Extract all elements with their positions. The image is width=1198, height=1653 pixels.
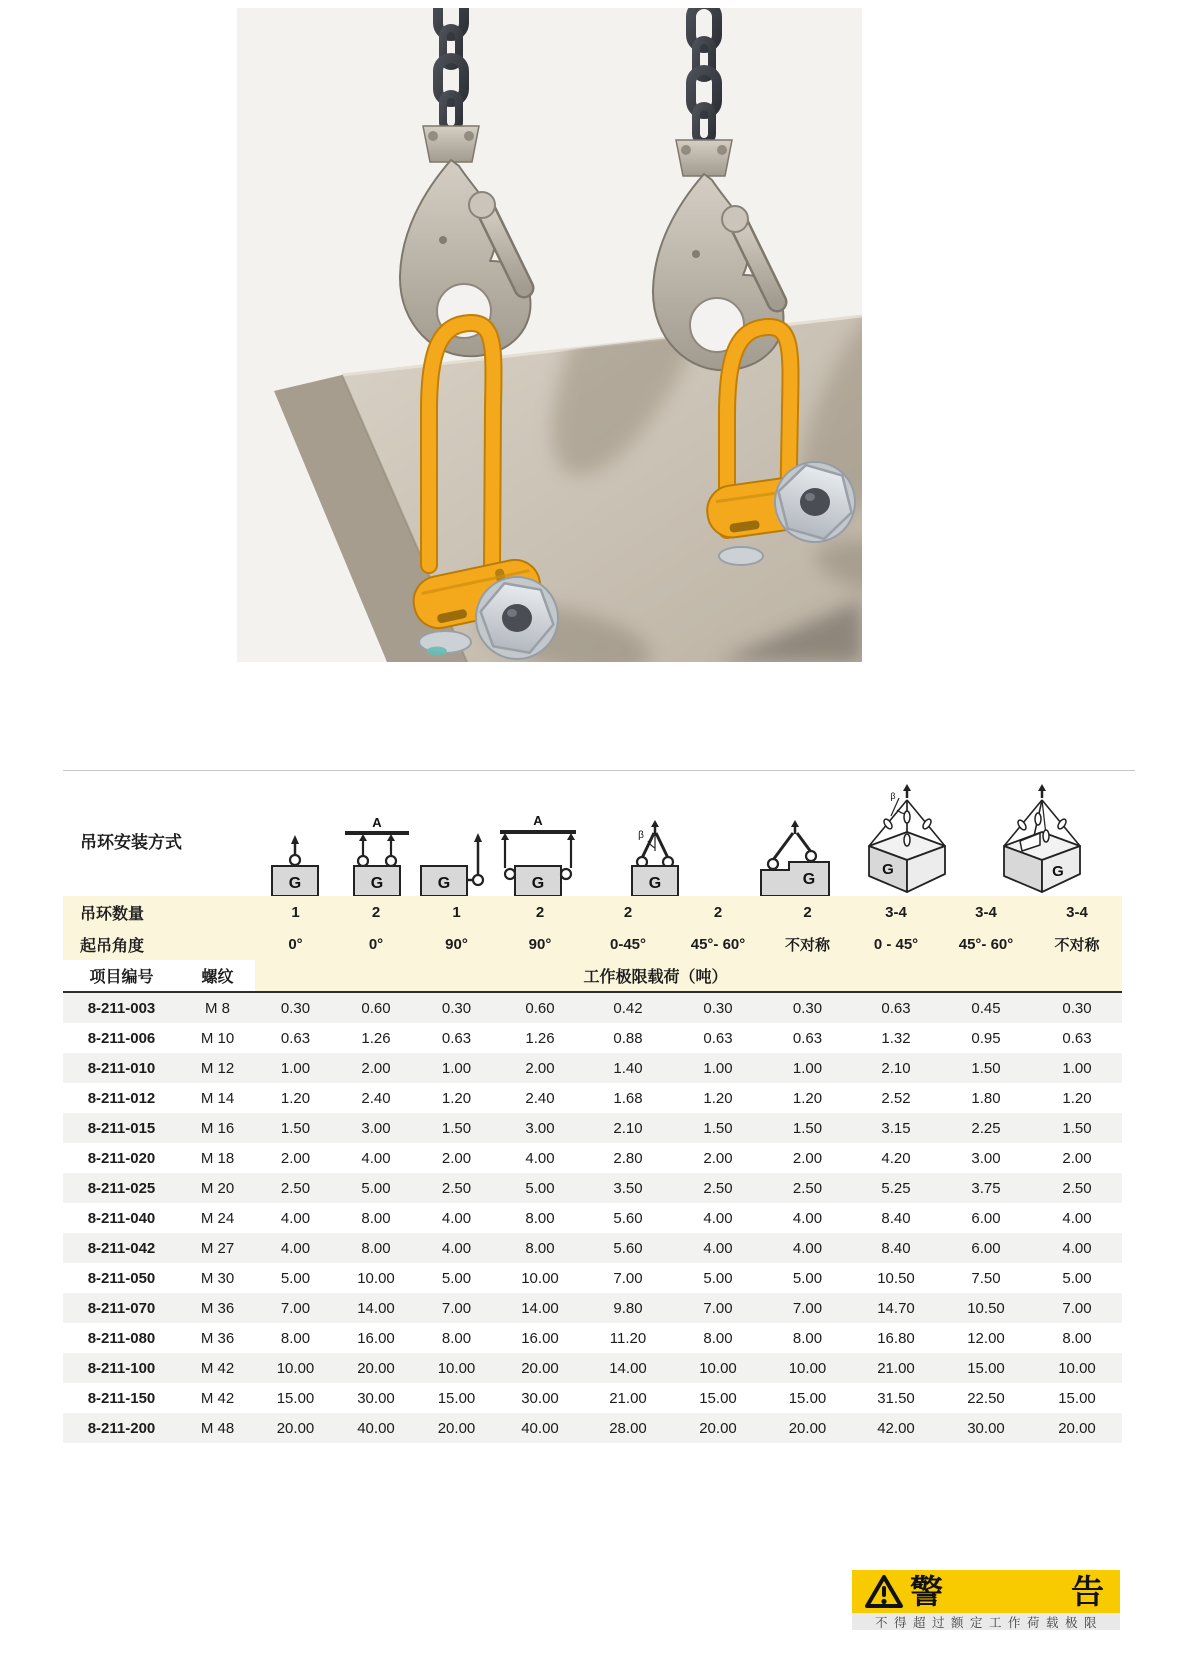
table-row	[63, 1143, 1122, 1173]
wll-value: 0.30	[703, 999, 733, 1017]
warning-subtitle: 不得超过额定工作荷载极限	[852, 1613, 1120, 1630]
wll-value: 2.00	[280, 1149, 311, 1167]
wll-value: 4.00	[1062, 1209, 1092, 1227]
install-method-label: 吊环安装方式	[80, 833, 182, 852]
wll-value: 12.00	[967, 1329, 1005, 1347]
item-number: 8-211-150	[87, 1389, 156, 1407]
wll-value: 8.00	[1062, 1329, 1092, 1347]
wll-value: 8.00	[525, 1239, 555, 1257]
wll-value: 20.00	[699, 1419, 737, 1437]
wll-value: 0.42	[613, 999, 643, 1017]
wll-value: 0.88	[613, 1029, 643, 1047]
qty-value: 2	[623, 903, 633, 921]
angle-row	[63, 928, 1122, 960]
wll-value: 4.00	[703, 1239, 733, 1257]
wll-value: 1.80	[971, 1089, 1001, 1107]
wll-value: 16.00	[521, 1329, 559, 1347]
wll-value: 2.10	[881, 1059, 911, 1077]
thread-size: M 12	[200, 1059, 235, 1077]
product-photo-illustration	[237, 8, 862, 662]
wll-value: 4.00	[525, 1149, 555, 1167]
wll-value: 2.00	[441, 1149, 472, 1167]
wll-value: 5.00	[792, 1269, 823, 1287]
wll-value: 20.00	[521, 1359, 559, 1377]
qty-row	[63, 896, 1122, 928]
wll-value: 11.20	[609, 1329, 647, 1347]
wll-value: 14.00	[609, 1359, 647, 1377]
wll-value: 7.00	[703, 1299, 733, 1317]
wll-value: 0.95	[971, 1029, 1001, 1047]
wll-value: 4.00	[792, 1239, 823, 1257]
wll-value: 6.00	[971, 1209, 1001, 1227]
wll-value: 30.00	[967, 1419, 1005, 1437]
wll-value: 1.50	[441, 1119, 472, 1137]
table-row	[63, 1323, 1122, 1353]
wll-value: 1.00	[703, 1059, 733, 1077]
wll-value: 1.00	[792, 1059, 823, 1077]
wll-value: 10.00	[276, 1359, 315, 1377]
angle-value: 45°- 60°	[958, 935, 1014, 953]
thread-size: M 16	[200, 1119, 235, 1137]
svg-text:G: G	[370, 875, 384, 892]
wll-value: 14.00	[357, 1299, 395, 1317]
wll-value: 15.00	[276, 1389, 315, 1407]
wll-value: 0.30	[1062, 999, 1092, 1017]
wll-value: 10.00	[788, 1359, 827, 1377]
item-number: 8-211-010	[87, 1059, 156, 1077]
wll-value: 2.52	[881, 1089, 911, 1107]
warning-title-left: 警	[910, 1573, 943, 1610]
wll-value: 20.00	[276, 1419, 315, 1437]
item-number: 8-211-200	[87, 1419, 156, 1437]
wll-value: 7.00	[613, 1269, 643, 1287]
wll-value: 0.30	[280, 999, 311, 1017]
item-number: 8-211-003	[87, 999, 156, 1017]
svg-text:G: G	[531, 875, 545, 892]
wll-value: 1.00	[1062, 1059, 1092, 1077]
wll-value: 15.00	[967, 1359, 1005, 1377]
angle-value: 0°	[368, 935, 384, 953]
wll-value: 2.00	[525, 1059, 555, 1077]
item-number: 8-211-070	[87, 1299, 156, 1317]
wll-value: 3.75	[971, 1179, 1001, 1197]
product-photo	[237, 8, 862, 662]
wll-value: 15.00	[437, 1389, 476, 1407]
warning-title-right: 告	[1071, 1573, 1104, 1610]
table-row	[63, 1263, 1122, 1293]
table-row	[63, 1203, 1122, 1233]
wll-value: 5.60	[613, 1209, 643, 1227]
wll-value: 4.00	[703, 1209, 733, 1227]
wll-value: 7.50	[971, 1269, 1001, 1287]
angle-value: 90°	[445, 935, 468, 953]
wll-value: 15.00	[699, 1389, 737, 1407]
item-number-header: 项目编号	[89, 969, 154, 986]
angle-label: 起吊角度	[80, 937, 145, 955]
wll-value: 8.00	[525, 1209, 555, 1227]
wll-value: 8.00	[792, 1329, 823, 1347]
install-3-4-leg-asymmetric-icon	[982, 784, 1098, 901]
wll-value: 8.00	[441, 1329, 472, 1347]
wll-value: 0.63	[703, 1029, 733, 1047]
svg-text:A: A	[372, 816, 382, 830]
table-row	[63, 1353, 1122, 1383]
wll-value: 20.00	[437, 1419, 476, 1437]
angle-value: 45°- 60°	[690, 935, 746, 953]
wll-value: 4.00	[280, 1209, 311, 1227]
svg-text:β: β	[890, 791, 896, 801]
install-2-leg-asymmetric-icon	[747, 820, 843, 901]
wll-value: 5.00	[361, 1179, 391, 1197]
wll-value: 28.00	[609, 1419, 647, 1437]
svg-text:G: G	[1052, 863, 1064, 880]
svg-text:G: G	[437, 875, 451, 892]
wll-value: 10.00	[1058, 1359, 1096, 1377]
qty-value: 1	[291, 903, 300, 921]
wll-value: 7.00	[441, 1299, 472, 1317]
wll-value: 5.00	[525, 1179, 555, 1197]
wll-value: 2.50	[703, 1179, 733, 1197]
wll-value: 0.30	[792, 999, 823, 1017]
qty-value: 2	[535, 903, 545, 921]
angle-value: 不对称	[1054, 936, 1100, 954]
wll-value: 21.00	[877, 1359, 915, 1377]
install-2-leg-90deg-spreader-icon	[494, 814, 582, 901]
wll-value: 0.63	[280, 1029, 311, 1047]
table-body	[63, 993, 1122, 1443]
wll-value: 3.00	[361, 1119, 391, 1137]
wll-value: 2.40	[361, 1089, 391, 1107]
wll-value: 2.00	[703, 1149, 733, 1167]
svg-text:G: G	[802, 871, 816, 888]
wll-value: 1.68	[613, 1089, 643, 1107]
wll-value: 8.00	[280, 1329, 311, 1347]
wll-value: 5.00	[280, 1269, 311, 1287]
wll-value: 4.00	[1062, 1239, 1092, 1257]
thread-size: M 18	[200, 1149, 235, 1167]
wll-value: 2.50	[280, 1179, 311, 1197]
qty-value: 2	[371, 903, 381, 921]
wll-value: 8.40	[881, 1209, 911, 1227]
warning-banner	[852, 1570, 1120, 1613]
wll-value: 1.20	[441, 1089, 472, 1107]
table-row	[63, 1023, 1122, 1053]
wll-value: 1.20	[1062, 1089, 1092, 1107]
thread-size: M 48	[200, 1419, 235, 1437]
qty-value: 2	[803, 903, 812, 921]
angle-value: 0 - 45°	[873, 935, 919, 953]
wll-value: 10.50	[967, 1299, 1005, 1317]
wll-value: 10.00	[437, 1359, 476, 1377]
wll-value: 1.26	[361, 1029, 391, 1047]
wll-value: 4.00	[441, 1209, 472, 1227]
wll-value: 3.50	[613, 1179, 643, 1197]
qty-value: 3-4	[885, 903, 907, 921]
wll-value: 2.80	[613, 1149, 643, 1167]
wll-value: 14.00	[521, 1299, 559, 1317]
table-row	[63, 993, 1122, 1023]
qty-value: 3-4	[975, 903, 997, 921]
wll-value: 1.50	[1062, 1119, 1092, 1137]
wll-value: 1.50	[280, 1119, 311, 1137]
wll-value: 8.00	[703, 1329, 733, 1347]
angle-value: 0°	[288, 935, 303, 953]
wll-value: 2.50	[1062, 1179, 1092, 1197]
table-row	[63, 1113, 1122, 1143]
wll-value: 4.00	[792, 1209, 823, 1227]
wll-value: 40.00	[521, 1419, 559, 1437]
thread-size: M 42	[200, 1359, 235, 1377]
wll-value: 0.63	[881, 999, 911, 1017]
wll-value: 4.00	[280, 1239, 311, 1257]
wll-value: 9.80	[613, 1299, 643, 1317]
wll-value: 10.00	[521, 1269, 559, 1287]
wll-value: 2.00	[792, 1149, 823, 1167]
qty-value: 1	[452, 903, 461, 921]
table-row	[63, 1413, 1122, 1443]
wll-value: 14.70	[877, 1299, 915, 1317]
table-row	[63, 1083, 1122, 1113]
wll-value: 16.80	[877, 1329, 915, 1347]
wll-value: 0.60	[525, 999, 555, 1017]
wll-value: 5.25	[881, 1179, 911, 1197]
wll-value: 10.00	[357, 1269, 395, 1287]
wll-value: 20.00	[1058, 1419, 1096, 1437]
item-number: 8-211-012	[87, 1089, 156, 1107]
item-number: 8-211-020	[87, 1149, 156, 1167]
thread-size: M 36	[200, 1329, 235, 1347]
wll-value: 15.00	[1058, 1389, 1096, 1407]
wll-value: 3.15	[881, 1119, 911, 1137]
wll-value: 16.00	[357, 1329, 395, 1347]
install-3-4-leg-angle-icon	[847, 784, 963, 901]
warning-box	[852, 1570, 1120, 1630]
wll-value: 1.20	[280, 1089, 311, 1107]
wll-value: 1.26	[525, 1029, 555, 1047]
warning-triangle-icon	[864, 1574, 904, 1610]
svg-text:A: A	[533, 814, 543, 828]
svg-text:G: G	[288, 875, 302, 892]
thread-size: M 10	[200, 1029, 235, 1047]
item-number: 8-211-015	[87, 1119, 156, 1137]
wll-value: 0.60	[361, 999, 391, 1017]
item-number: 8-211-080	[87, 1329, 156, 1347]
wll-value: 8.40	[881, 1239, 911, 1257]
wll-value: 8.00	[361, 1209, 391, 1227]
wll-value: 15.00	[788, 1389, 827, 1407]
qty-label: 吊环数量	[80, 905, 145, 923]
angle-value: 不对称	[784, 936, 830, 954]
install-1-leg-90deg-icon	[417, 832, 493, 901]
wll-value: 20.00	[357, 1359, 395, 1377]
table-row	[63, 1293, 1122, 1323]
wll-value: 2.40	[525, 1089, 555, 1107]
thread-size: M 30	[200, 1269, 235, 1287]
wll-value: 5.60	[613, 1239, 643, 1257]
wll-value: 5.00	[703, 1269, 733, 1287]
wll-value: 0.63	[792, 1029, 823, 1047]
wll-value: 1.50	[703, 1119, 733, 1137]
svg-text:β: β	[638, 830, 644, 841]
wll-value: 10.50	[877, 1269, 915, 1287]
wll-value: 42.00	[877, 1419, 915, 1437]
wll-value: 0.63	[1062, 1029, 1092, 1047]
wll-value: 1.40	[613, 1059, 643, 1077]
column-header-row	[63, 960, 1122, 993]
thread-size: M 27	[200, 1239, 235, 1257]
thread-size: M 42	[200, 1389, 235, 1407]
table-row	[63, 1173, 1122, 1203]
wll-value: 20.00	[788, 1419, 827, 1437]
wll-value: 3.00	[971, 1149, 1001, 1167]
spec-table	[63, 896, 1122, 1443]
install-1-leg-0deg-icon	[265, 834, 325, 901]
wll-value: 1.20	[703, 1089, 733, 1107]
wll-value: 30.00	[357, 1389, 395, 1407]
wll-header: 工作极限载荷（吨）	[255, 960, 1122, 991]
angle-value: 90°	[528, 935, 552, 953]
wll-value: 2.00	[1062, 1149, 1092, 1167]
wll-value: 1.00	[441, 1059, 472, 1077]
svg-text:G: G	[648, 875, 662, 892]
svg-text:G: G	[882, 861, 894, 878]
wll-value: 2.00	[361, 1059, 391, 1077]
wll-value: 7.00	[1062, 1299, 1092, 1317]
wll-value: 0.30	[441, 999, 472, 1017]
wll-value: 8.00	[361, 1239, 391, 1257]
wll-value: 2.25	[971, 1119, 1001, 1137]
wll-value: 5.00	[1062, 1269, 1092, 1287]
thread-size: M 36	[200, 1299, 235, 1317]
qty-value: 2	[713, 903, 723, 921]
install-2-leg-0deg-spreader-icon	[340, 816, 414, 901]
wll-value: 5.00	[441, 1269, 472, 1287]
install-2-leg-angle-icon	[607, 820, 703, 901]
wll-value: 4.00	[361, 1149, 391, 1167]
wll-value: 1.00	[280, 1059, 311, 1077]
wll-value: 10.00	[699, 1359, 737, 1377]
wll-value: 4.20	[881, 1149, 911, 1167]
wll-value: 1.20	[792, 1089, 823, 1107]
wll-value: 2.10	[613, 1119, 643, 1137]
item-number: 8-211-040	[87, 1209, 156, 1227]
item-number: 8-211-025	[87, 1179, 156, 1197]
item-number: 8-211-050	[87, 1269, 156, 1287]
wll-value: 1.50	[792, 1119, 823, 1137]
wll-value: 3.00	[525, 1119, 555, 1137]
wll-value: 7.00	[792, 1299, 823, 1317]
table-row	[63, 1383, 1122, 1413]
angle-value: 0-45°	[609, 935, 647, 953]
table-row	[63, 1233, 1122, 1263]
wll-value: 2.50	[441, 1179, 472, 1197]
wll-value: 22.50	[967, 1389, 1005, 1407]
thread-size: M 20	[200, 1179, 235, 1197]
thread-size: M 14	[200, 1089, 235, 1107]
item-number: 8-211-100	[87, 1359, 156, 1377]
divider	[63, 770, 1135, 771]
wll-value: 0.45	[971, 999, 1001, 1017]
item-number: 8-211-006	[87, 1029, 156, 1047]
table-row	[63, 1053, 1122, 1083]
wll-value: 21.00	[609, 1389, 647, 1407]
wll-value: 31.50	[877, 1389, 915, 1407]
item-number: 8-211-042	[87, 1239, 156, 1257]
wll-value: 7.00	[280, 1299, 311, 1317]
thread-size: M 8	[204, 999, 230, 1017]
wll-value: 40.00	[357, 1419, 395, 1437]
wll-value: 0.63	[441, 1029, 472, 1047]
wll-value: 6.00	[971, 1239, 1001, 1257]
thread-header: 螺纹	[201, 969, 234, 986]
wll-value: 30.00	[521, 1389, 559, 1407]
qty-value: 3-4	[1066, 903, 1088, 921]
wll-value: 4.00	[441, 1239, 472, 1257]
wll-value: 2.50	[792, 1179, 823, 1197]
wll-value: 1.50	[971, 1059, 1001, 1077]
wll-value: 1.32	[881, 1029, 911, 1047]
thread-size: M 24	[200, 1209, 235, 1227]
